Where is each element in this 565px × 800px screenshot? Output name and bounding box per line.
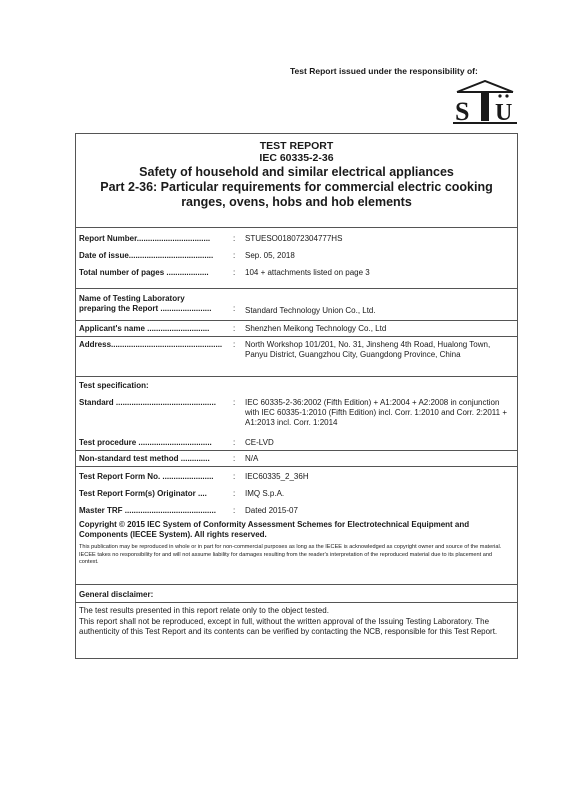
report-title-block bbox=[76, 134, 517, 210]
divider bbox=[76, 584, 517, 585]
divider bbox=[76, 336, 517, 337]
divider bbox=[76, 450, 517, 451]
address-value: North Workshop 101/201, No. 31, Jinsheng 4th Road, Hualong Town, Panyu District, Guangzhou City, Guangdong Province, China bbox=[245, 340, 491, 359]
report-subject: Safety of household and similar electrical appliances bbox=[139, 165, 454, 179]
divider bbox=[76, 227, 517, 228]
test-procedure-label: Test procedure ................................. bbox=[79, 438, 212, 447]
standard-value: IEC 60335-2-36:2002 (Fifth Edition) + A1:2004 + A2:2008 in conjunction with IEC 60335-1:2010 (Fifth Edition) incl. Corr. 1:2010 and Corr. 2:2011 + A1:2013 incl. Corr. 1:2014 bbox=[245, 398, 507, 427]
master-trf-label: Master TRF ......................................... bbox=[79, 506, 216, 515]
report-number-label: Report Number................................. bbox=[79, 234, 211, 243]
address-label: Address.................................................. bbox=[79, 340, 223, 349]
originator-value: IMQ S.p.A. bbox=[245, 489, 285, 498]
divider bbox=[76, 376, 517, 377]
colon: : bbox=[233, 438, 236, 447]
total-pages-value: 104 + attachments listed on page 3 bbox=[245, 268, 370, 277]
total-pages-label: Total number of pages ................... bbox=[79, 268, 209, 277]
svg-text:S: S bbox=[455, 97, 470, 126]
issued-by-text: Test Report issued under the responsibility of: bbox=[290, 66, 478, 76]
date-of-issue-value: Sep. 05, 2018 bbox=[245, 251, 295, 260]
copyright-title: Copyright © 2015 IEC System of Conformity Assessment Schemes for Electrotechnical Equipment and Components (IECEE System). All rights reserved. bbox=[79, 520, 470, 539]
colon: : bbox=[233, 340, 236, 349]
disclaimer-text-1: The test results presented in this report relate only to the object tested. bbox=[79, 606, 329, 615]
colon: : bbox=[233, 489, 236, 498]
colon: : bbox=[233, 268, 236, 277]
report-frame bbox=[75, 133, 518, 659]
report-number-value: STUESO018072304777HS bbox=[245, 234, 343, 243]
colon: : bbox=[233, 324, 236, 333]
report-part-title: Part 2-36: Particular requirements for commercial electric cooking ranges, ovens, hobs and hob elements bbox=[100, 180, 493, 209]
divider bbox=[76, 602, 517, 603]
disclaimer-text-2: This report shall not be reproduced, except in full, without the written approval of the Issuing Testing Laboratory. The authenticity of this Test Report and its contents can be verified by contacting the NCB, responsible for this Test Report. bbox=[79, 617, 498, 636]
divider bbox=[76, 320, 517, 321]
test-specification-heading: Test specification: bbox=[79, 381, 149, 390]
date-of-issue-label: Date of issue...................................... bbox=[79, 251, 214, 260]
originator-label: Test Report Form(s) Originator .... bbox=[79, 489, 207, 498]
colon: : bbox=[233, 234, 236, 243]
divider bbox=[76, 288, 517, 289]
form-no-value: IEC60335_2_36H bbox=[245, 472, 309, 481]
svg-text:U: U bbox=[495, 100, 513, 126]
non-standard-label: Non-standard test method ............. bbox=[79, 454, 210, 463]
copyright-text: This publication may be reproduced in whole or in part for non-commercial purposes as long as the IECEE is acknowledged as copyright owner and source of the material. IECEE takes no responsibility for and will not assume liability for damages resulting from the reader's interpretation of the reproduced material due to its placement and context. bbox=[79, 544, 502, 565]
stu-logo bbox=[451, 80, 519, 126]
colon: : bbox=[233, 251, 236, 260]
disclaimer-heading: General disclaimer: bbox=[79, 590, 154, 599]
colon: : bbox=[233, 506, 236, 515]
lab-value: Standard Technology Union Co., Ltd. bbox=[245, 306, 376, 315]
non-standard-value: N/A bbox=[245, 454, 259, 463]
applicant-name-value: Shenzhen Meikong Technology Co., Ltd bbox=[245, 324, 387, 333]
lab-label-line2: preparing the Report ....................... bbox=[79, 304, 212, 313]
colon: : bbox=[233, 472, 236, 481]
lab-label-line1: Name of Testing Laboratory bbox=[79, 294, 185, 303]
master-trf-value: Dated 2015-07 bbox=[245, 506, 298, 515]
test-procedure-value: CE-LVD bbox=[245, 438, 274, 447]
colon: : bbox=[233, 454, 236, 463]
colon: : bbox=[233, 304, 236, 313]
form-no-label: Test Report Form No. ....................... bbox=[79, 472, 214, 481]
applicant-name-label: Applicant's name ............................ bbox=[79, 324, 210, 333]
colon: : bbox=[233, 398, 236, 407]
report-standard-title: IEC 60335-2-36 bbox=[259, 152, 334, 164]
divider bbox=[76, 466, 517, 467]
report-title: TEST REPORT bbox=[259, 140, 334, 152]
standard-label: Standard ............................................. bbox=[79, 398, 216, 407]
